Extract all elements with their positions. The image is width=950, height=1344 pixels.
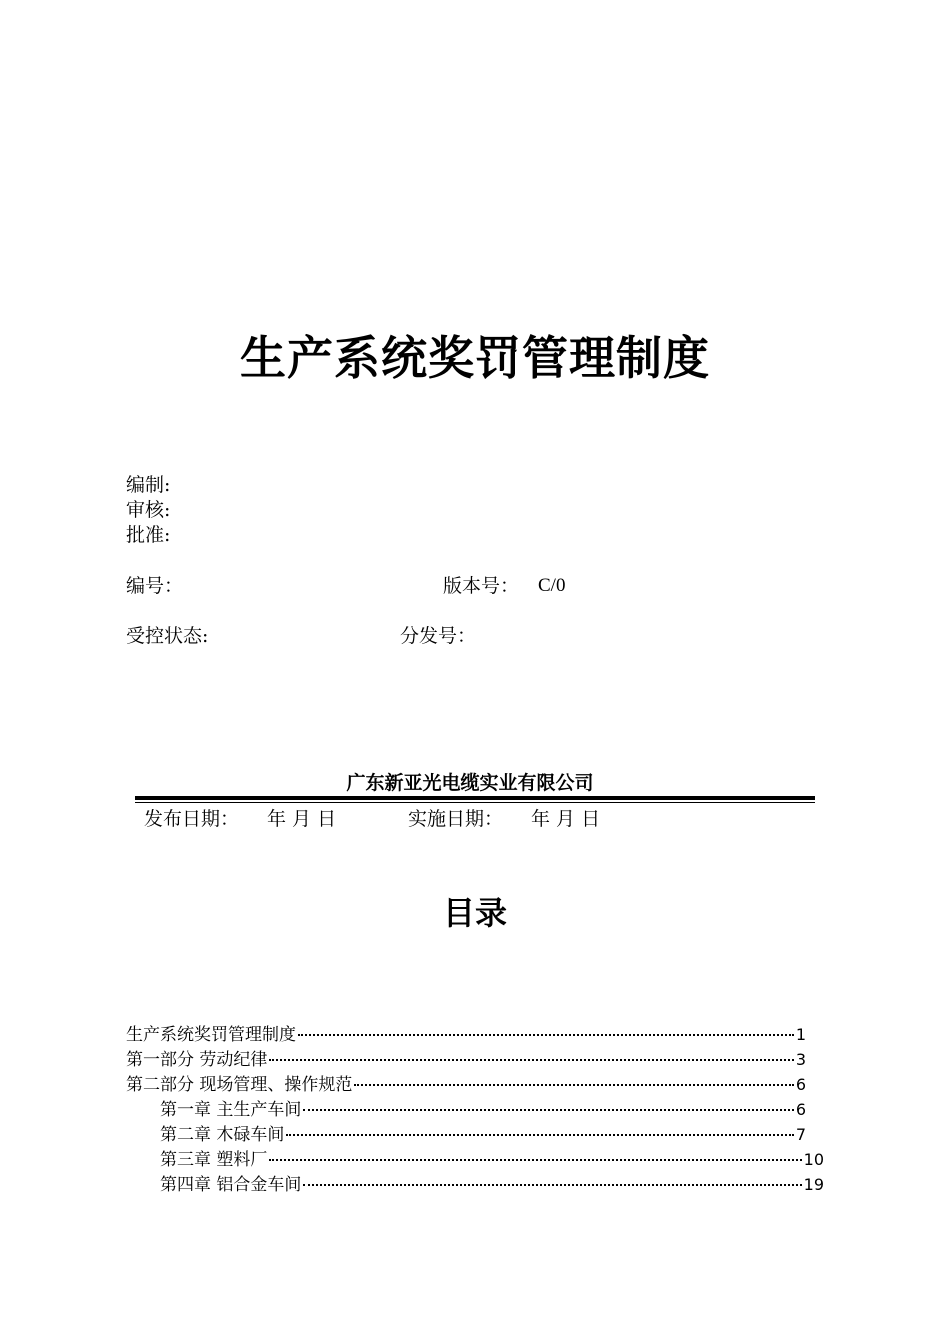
document-number-label: 编号： bbox=[126, 575, 184, 597]
toc-entry-text: 第二部分 现场管理、操作规范 bbox=[126, 1075, 353, 1095]
reviewed-label: 审核: bbox=[126, 499, 171, 521]
toc-entry-text: 第四章 铝合金车间 bbox=[160, 1175, 302, 1195]
toc-entry[interactable] bbox=[126, 1120, 806, 1145]
toc-entry-page: 3 bbox=[795, 1050, 806, 1069]
compiled-label: 编制: bbox=[126, 474, 171, 496]
toc-leader-dots bbox=[354, 1084, 793, 1086]
toc-entry[interactable] bbox=[126, 1145, 824, 1170]
approved-label: 批准: bbox=[126, 524, 171, 546]
toc-entry-text: 第一章 主生产车间 bbox=[160, 1100, 302, 1120]
header-rule-thin bbox=[135, 802, 815, 803]
toc-entry-text: 生产系统奖罚管理制度 bbox=[126, 1025, 296, 1045]
header-rule-thick bbox=[135, 796, 815, 800]
toc-leader-dots bbox=[303, 1184, 801, 1186]
toc-entry[interactable] bbox=[126, 1045, 806, 1070]
toc-entry-page: 10 bbox=[803, 1150, 824, 1169]
toc-leader-dots bbox=[303, 1109, 793, 1111]
toc-entry-text: 第一部分 劳动纪律 bbox=[126, 1050, 268, 1070]
version-label: 版本号： bbox=[443, 575, 520, 597]
toc-entry[interactable] bbox=[126, 1170, 824, 1195]
toc-entry[interactable] bbox=[126, 1020, 806, 1045]
toc-entry-text: 第二章 木碌车间 bbox=[160, 1125, 285, 1145]
toc-leader-dots bbox=[286, 1134, 793, 1136]
table-of-contents bbox=[126, 1020, 824, 1195]
toc-entry-page: 6 bbox=[795, 1075, 806, 1094]
toc-leader-dots bbox=[298, 1034, 794, 1036]
release-date-value: 年 月 日 bbox=[267, 808, 337, 830]
toc-entry-text: 第三章 塑料厂 bbox=[160, 1150, 268, 1170]
distribution-number-label: 分发号： bbox=[400, 625, 477, 647]
toc-heading: 目录 bbox=[442, 894, 507, 932]
toc-leader-dots bbox=[269, 1059, 793, 1061]
control-status-label: 受控状态: bbox=[126, 625, 209, 647]
toc-entry-page: 19 bbox=[803, 1175, 824, 1194]
toc-entry[interactable] bbox=[126, 1070, 806, 1095]
effective-date-label: 实施日期： bbox=[408, 808, 504, 830]
toc-entry-page: 1 bbox=[795, 1025, 806, 1044]
company-name: 广东新亚光电缆实业有限公司 bbox=[346, 772, 594, 794]
document-title: 生产系统奖罚管理制度 bbox=[240, 331, 710, 385]
toc-entry-page: 7 bbox=[795, 1125, 806, 1144]
toc-entry[interactable] bbox=[126, 1095, 806, 1120]
toc-entry-page: 6 bbox=[795, 1100, 806, 1119]
effective-date-value: 年 月 日 bbox=[531, 808, 601, 830]
release-date-label: 发布日期： bbox=[144, 808, 240, 830]
toc-leader-dots bbox=[269, 1159, 801, 1161]
version-value: C/0 bbox=[538, 575, 566, 596]
